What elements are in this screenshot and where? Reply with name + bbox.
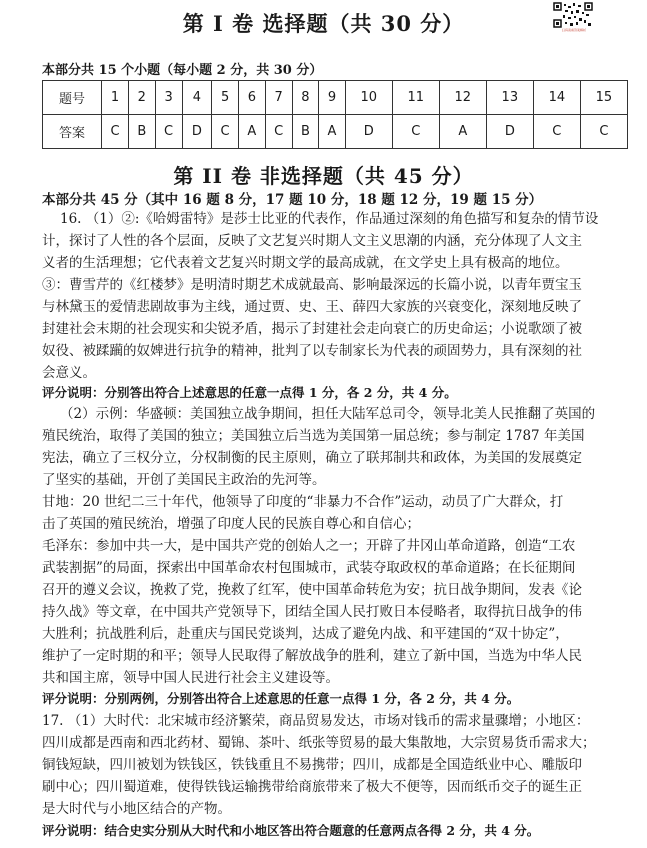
answer-cell: C	[392, 115, 439, 149]
answer-cell: C	[265, 115, 292, 149]
answer-line: 义者的生活理想；它代表着文艺复兴时期文学的最高成就，在文学史上具有极高的地位。	[42, 255, 569, 271]
answer-line: 奴役、被蹂躏的奴婢进行抗争的精神，批判了以专制家长为代表的顽固势力，具有深刻的社	[42, 343, 582, 359]
answer-cell: C	[102, 115, 129, 149]
answer-cell: A	[439, 115, 486, 149]
question-number: 15	[580, 81, 627, 115]
answer-cell: C	[580, 115, 627, 149]
row-header: 题号	[43, 81, 102, 115]
answer-line: 毛泽东：参加中共一大，是中国共产党的创始人之一；开辟了井冈山革命道路，创造“工农	[42, 538, 576, 554]
answer-line: 计，探讨了人性的各个层面，反映了文艺复兴时期人文主义思潮的内涵，充分体现了人文主	[42, 233, 582, 249]
part1-intro: 本部分共 15 个小题（每小题 2 分，共 30 分）	[42, 63, 323, 78]
answer-line: 铜钱短缺，四川被划为铁钱区，铁钱重且不易携带；四川，成都是全国造纸业中心、雕版印	[42, 757, 582, 773]
scoring-note: 评分说明：结合史实分别从大时代和小地区答出符合题意的任意两点各得 2 分，共 4 分。	[42, 823, 540, 838]
question-number: 4	[182, 81, 212, 115]
scoring-note: 评分说明：分别两例，分别答出符合上述意思的任意一点得 1 分，各 2 分，共 4 分。	[42, 691, 520, 706]
qr-caption: 扫码查看答案解析	[561, 28, 586, 32]
answer-cell: D	[486, 115, 533, 149]
answer-line: 封建社会末期的社会现实和尖锐矛盾，揭示了封建社会走向衰亡的历史命运；小说歌颂了被	[42, 321, 582, 337]
question-number: 5	[212, 81, 239, 115]
answer-cell: A	[319, 115, 346, 149]
answer-line: 会意义。	[42, 365, 96, 381]
question-number-row	[43, 81, 628, 115]
answer-line: 17. （1）大时代：北宋城市经济繁荣，商品贸易发达，市场对钱币的需求量骤增；小地区：	[42, 713, 590, 729]
answer-line: 大胜利；抗战胜利后，赴重庆与国民党谈判，达成了避免内战、和平建国的“双十协定”，	[42, 626, 569, 642]
answer-line: 击了英国的殖民统治，增强了印度人民的民族自尊心和自信心；	[42, 516, 420, 532]
answer-line: 16. （1）②:《哈姆雷特》是莎士比亚的代表作，作品通过深刻的角色描写和复杂的情节设	[60, 211, 599, 227]
question-number: 10	[345, 81, 392, 115]
question-number: 1	[102, 81, 129, 115]
answer-row	[43, 115, 628, 149]
answer-cell: B	[292, 115, 319, 149]
answer-line: 是大时代与小地区结合的产物。	[42, 801, 231, 817]
question-number: 3	[155, 81, 182, 115]
row-header: 答案	[43, 115, 102, 149]
question-number: 14	[533, 81, 580, 115]
answer-line: （2）示例：华盛顿：美国独立战争期间，担任大陆军总司令，领导北美人民推翻了英国的	[60, 406, 596, 422]
answer-line: 与林黛玉的爱情悲剧故事为主线，通过贾、史、王、薛四大家族的兴衰变化，深刻地反映了	[42, 299, 582, 315]
answer-line: 武装割据”的局面，探索出中国革命农村包围城市，武装夺取政权的革命道路；在长征期间	[42, 560, 576, 576]
answer-line: 甘地：20 世纪二三十年代，他领导了印度的“非暴力不合作”运动，动员了广大群众，打	[42, 494, 564, 510]
answer-cell: C	[155, 115, 182, 149]
question-number: 7	[265, 81, 292, 115]
part2-title: 第 II 卷 非选择题（共 45 分）	[173, 164, 474, 188]
answer-cell: C	[533, 115, 580, 149]
answer-cell: D	[182, 115, 212, 149]
question-number: 11	[392, 81, 439, 115]
answer-line: ③：曹雪芹的《红楼梦》是明清时期艺术成就最高、影响最深远的长篇小说，以青年贾宝玉	[42, 277, 582, 293]
question-number: 9	[319, 81, 346, 115]
part2-intro: 本部分共 45 分（其中 16 题 8 分，17 题 10 分，18 题 12 分，19 题 15 分）	[42, 192, 543, 208]
question-number: 12	[439, 81, 486, 115]
question-number: 8	[292, 81, 319, 115]
answer-line: 维护了一定时期的和平；领导人民取得了解放战争的胜利，建立了新中国，当选为中华人民	[42, 648, 582, 664]
answer-cell: C	[212, 115, 239, 149]
answer-cell: D	[345, 115, 392, 149]
scoring-note: 评分说明：分别答出符合上述意思的任意一点得 1 分，各 2 分，共 4 分。	[42, 385, 457, 400]
question-number: 6	[239, 81, 266, 115]
answer-line: 持久战》等文章，在中国共产党领导下，团结全国人民打败日本侵略者，取得抗日战争的伟	[42, 604, 582, 620]
answer-line: 殖民统治，取得了美国的独立；美国独立后当选为美国第一届总统；参与制定 1787 年美国	[42, 428, 585, 444]
answer-table	[42, 80, 628, 149]
answer-line: 召开的遵义会议，挽救了党，挽救了红军，使中国革命转危为安；抗日战争期间，发表《论	[42, 582, 582, 598]
answer-line: 四川成都是西南和西北药材、蜀锦、茶叶、纸张等贸易的最大集散地，大宗贸易货币需求大；	[42, 735, 596, 751]
answer-cell: B	[129, 115, 156, 149]
question-number: 13	[486, 81, 533, 115]
part1-title: 第 I 卷 选择题（共 30 分）	[182, 11, 465, 36]
answer-line: 宪法，确立了三权分立，分权制衡的民主原则，确立了联邦制共和政体，为美国的发展奠定	[42, 450, 582, 466]
question-number: 2	[129, 81, 156, 115]
answer-line: 刷中心；四川蜀道难，使得铁钱运输携带给商旅带来了极大不便等，因而纸币交子的诞生正	[42, 779, 582, 795]
answer-line: 共和国主席，领导中国人民进行社会主义建设等。	[42, 670, 339, 686]
answer-cell: A	[239, 115, 266, 149]
answer-line: 了坚实的基础，开创了美国民主政治的先河等。	[42, 472, 326, 488]
